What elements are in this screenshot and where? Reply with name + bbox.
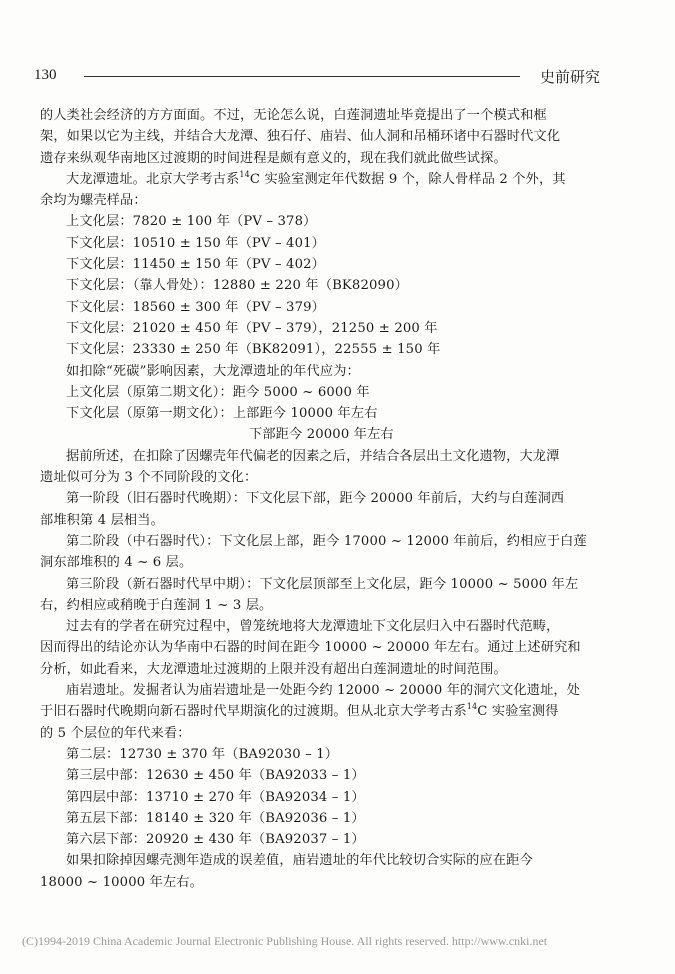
text-line: 如扣除“死碳”影响因素，大龙潭遗址的年代应为：	[66, 363, 360, 379]
text-line: 架，如果以它为主线，并结合大龙潭、独石仔、庙岩、仙人洞和吊桶环诸中石器时代文化	[40, 129, 561, 145]
article-body	[40, 105, 602, 893]
text-line: 的 5 个层位的年代来看：	[40, 725, 191, 741]
text-line: 分析，如此看来，大龙潭遗址过渡期的上限并没有超出白莲洞遗址的时间范围。	[40, 661, 507, 677]
text-line: 如果扣除掉因螺壳测年造成的误差值，庙岩遗址的年代比较切合实际的应在距今	[66, 853, 533, 869]
text-line: 第一阶段（旧石器时代晚期）：下文化层下部，距今 20000 年前后，大约与白莲洞西	[66, 491, 565, 507]
text-line: 第三阶段（新石器时代早中期）：下文化层顶部至上文化层，距今 10000 ~ 5000 年左	[66, 576, 579, 592]
text-line: 下文化层（原第一期文化）：上部距今 10000 年左右	[66, 406, 378, 422]
text-line: 因而得出的结论亦认为华南中石器的时间在距今 10000 ~ 20000 年左右。通过上述研究和	[40, 640, 581, 656]
text-line: 第二阶段（中石器时代）：下文化层上部，距今 17000 ~ 12000 年前后，约相应于白莲	[66, 533, 587, 549]
text-line: 余均为螺壳样品：	[40, 193, 147, 209]
text-line: 上文化层（原第二期文化）：距今 5000 ~ 6000 年	[66, 384, 370, 400]
text-line: 洞东部堆积的 4 ~ 6 层。	[40, 555, 193, 571]
text-line: 遗存来纵观华南地区过渡期的时间进程是颇有意义的，现在我们就此做些试探。	[40, 150, 507, 166]
text-line: 过去有的学者在研究过程中，曾笼统地将大龙潭遗址下文化层归入中石器时代范畴，	[66, 619, 560, 635]
text-line: 遗址似可分为 3 个不同阶段的文化：	[40, 470, 258, 486]
text-line: 的人类社会经济的方方面面。不过，无论怎么说，白莲洞遗址毕竟提出了一个模式和框	[40, 108, 547, 123]
text-line: 第五层下部：18140 ± 320 年（BA92036 – 1）	[66, 810, 365, 826]
text-line: 第二层：12730 ± 370 年（BA92030 – 1）	[66, 746, 339, 762]
superscript: 14	[239, 169, 250, 179]
text-line: 庙岩遗址。发掘者认为庙岩遗址是一处距今约 12000 ~ 20000 年的洞穴文化遗址，处	[66, 683, 581, 699]
text-line: 于旧石器时代晚期向新石器时代早期演化的过渡期。但从北京大学考古系$^{14}$C 实验室测得	[40, 702, 559, 720]
text-line: 下文化层：10510 ± 150 年（PV – 401）	[66, 235, 325, 251]
text-line: 部堆积第 4 层相当。	[40, 512, 164, 528]
superscript: 14	[466, 702, 478, 712]
page-header	[34, 64, 600, 88]
text-line: 下文化层：11450 ± 150 年（PV – 402）	[66, 257, 325, 273]
text-line: 下部距今 20000 年左右	[249, 427, 394, 443]
header-rule	[84, 76, 520, 77]
text-line: 大龙潭遗址。北京大学考古系$^{14}$C 实验室测定年代数据 9 个，除人骨样品 2 个外，其	[66, 169, 566, 187]
copyright-footer: (C)1994-2019 China Academic Journal Electronic Publishing House. All rights reserved. http://www.cnki.net	[22, 934, 548, 948]
text-line: 18000 ~ 10000 年左右。	[40, 874, 203, 890]
running-head: 史前研究	[539, 68, 600, 86]
text-line: 据前所述，在扣除了因螺壳年代偏老的因素之后，并结合各层出土文化遗物，大龙潭	[66, 448, 560, 464]
text-line: 第六层下部：20920 ± 430 年（BA92037 – 1）	[66, 832, 365, 848]
text-line: 右，约相应或稍晚于白莲洞 1 ~ 3 层。	[40, 597, 273, 613]
text-line: 下文化层：（靠人骨处）：12880 ± 220 年（BK82090）	[66, 278, 408, 294]
text-line: 第三层中部：12630 ± 450 年（BA92033 – 1）	[66, 768, 365, 784]
text-line: 上文化层：7820 ± 100 年（PV – 378）	[66, 214, 317, 230]
text-line: 下文化层：21020 ± 450 年（PV – 379），21250 ± 200 年	[66, 320, 438, 336]
text-line: 第四层中部：13710 ± 270 年（BA92034 – 1）	[66, 789, 365, 805]
text-line: 下文化层：18560 ± 300 年（PV – 379）	[66, 299, 325, 315]
text-line: 下文化层：23330 ± 250 年（BK82091），22555 ± 150 年	[66, 342, 441, 358]
page-number: 130	[34, 67, 57, 83]
